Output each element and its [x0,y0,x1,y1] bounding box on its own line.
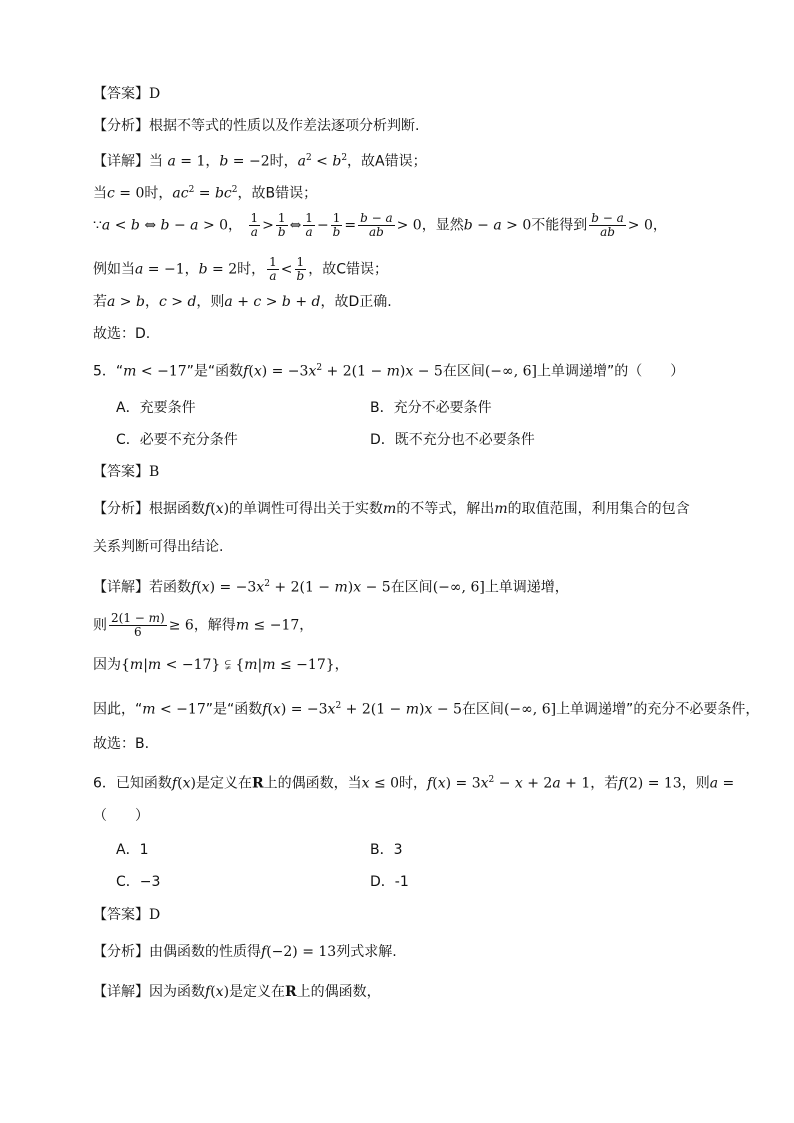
q5-analysis-line-1: 【分析】根据函数f(x)的单调性可得出关于实数m的不等式，解出m的取值范围，利用集合的包含 [93,501,690,517]
q6-detail-line: 【详解】因为函数f(x)是定义在R上的偶函数， [93,984,381,1000]
q4-detail-line-1: 【详解】当 a = 1，b = −2时，$a^2 < b^2$，故A错误； [93,153,427,170]
q6-analysis-line: 【分析】由偶函数的性质得f(−2) = 13列式求解. [93,944,397,960]
q5-detail-line-4: 因此，“m < −17”是“函数$f(x) = -3x^2 + 2(1 - m)x - 5$在区间(−∞, 6]上单调递增”的充分不必要条件， [93,701,760,718]
fraction: $\frac{1}{a}$ [250,211,259,239]
q4-answer-line [93,84,160,104]
q6-option-d: D．-1 [370,874,409,890]
q5-detail-line-2: 则 $\frac{2(1 - m)}{6}$ ≥ 6，解得m ≤ −17， [93,611,314,639]
answer-label: 【答案】 [93,86,149,102]
q5-conclusion: 故选：B. [93,736,150,752]
q5-stem: 5．“m < −17”是“函数$f(x) = -3x^2 + 2(1 - m)x - 5$在区间(−∞, 6]上单调递增”的（ ） [93,363,685,380]
analysis-label: 【分析】 [93,501,149,517]
q5-analysis-line-2: 关系判断可得出结论. [93,539,224,555]
detail-label: 【详解】 [93,153,149,170]
q5-option-b: B．充分不必要条件 [370,400,492,416]
q4-detail-line-3: ∵a < b ⇔ b − a > 0， $\frac{1}{a}$ > $\frac{1}{b}$ ⇔ $\frac{1}{a}$ − $\frac{1}{b}$ = $\frac{b - a}{ab}$ > 0，显然b − a > 0不能得到 $\frac{b - a}{ab}$ > 0， [93,211,667,239]
q5-option-a: A．充要条件 [116,400,196,416]
q5-detail-line-3: 因为{m|m < −17} ⫋ {m|m ≤ −17}， [93,657,349,673]
fraction: $\frac{1}{b}$ [277,211,286,239]
q6-option-a: A．1 [116,842,149,858]
q6-option-b: B．3 [370,842,403,858]
detail-label: 【详解】 [93,984,149,1000]
q4-analysis-line [93,116,419,136]
q5-detail-line-1: 【详解】若函数$f(x) = -3x^2 + 2(1 - m)x - 5$在区间(−∞, 6]上单调递增， [93,579,569,596]
analysis-label: 【分析】 [93,118,149,134]
q4-detail-line-5: 若a > b，c > d，则a + c > b + d，故D正确. [93,294,392,310]
q4-answer: D [149,86,161,102]
fraction: $\frac{b - a}{ab}$ [591,211,624,239]
q5-answer-line [93,462,159,482]
q4-analysis-text: 根据不等式的性质以及作差法逐项分析判断. [149,118,420,134]
q6-answer-line [93,905,160,925]
fraction: $\frac{1}{a}$ [305,211,313,239]
q6-option-c: C．−3 [116,874,161,890]
fraction: $\frac{b - a}{ab}$ [360,211,393,239]
q5-option-c: C．必要不充分条件 [116,432,238,448]
fraction: $\frac{1}{b}$ [332,211,341,239]
answer-label: 【答案】 [93,907,149,923]
fraction: $\frac{1}{a}$ [269,255,277,283]
detail-label: 【详解】 [93,579,149,596]
fraction: $\frac{1}{b}$ [296,255,305,283]
q4-conclusion: 故选：D. [93,326,151,342]
analysis-label: 【分析】 [93,944,149,960]
q6-answer: D [149,907,161,923]
q6-stem-paren: （ ） [93,808,149,824]
q5-option-d: D．既不充分也不必要条件 [370,432,535,448]
q6-stem: 6．已知函数f(x)是定义在R上的偶函数，当x ≤ 0时，$f(x) = 3x^2 - x + 2a + 1$，若f(2) = 13，则a = [93,775,735,792]
q4-detail-line-2: 当c = 0时，$ac^2 = bc^2$，故B错误； [93,185,318,202]
answer-label: 【答案】 [93,464,149,480]
q5-answer: B [149,464,160,480]
fraction: $\frac{2(1 - m)}{6}$ [111,611,165,639]
q4-detail-line-4: 例如当a = −1，b = 2时， $\frac{1}{a}$ < $\frac{1}{b}$ ，故C错误； [93,255,388,283]
